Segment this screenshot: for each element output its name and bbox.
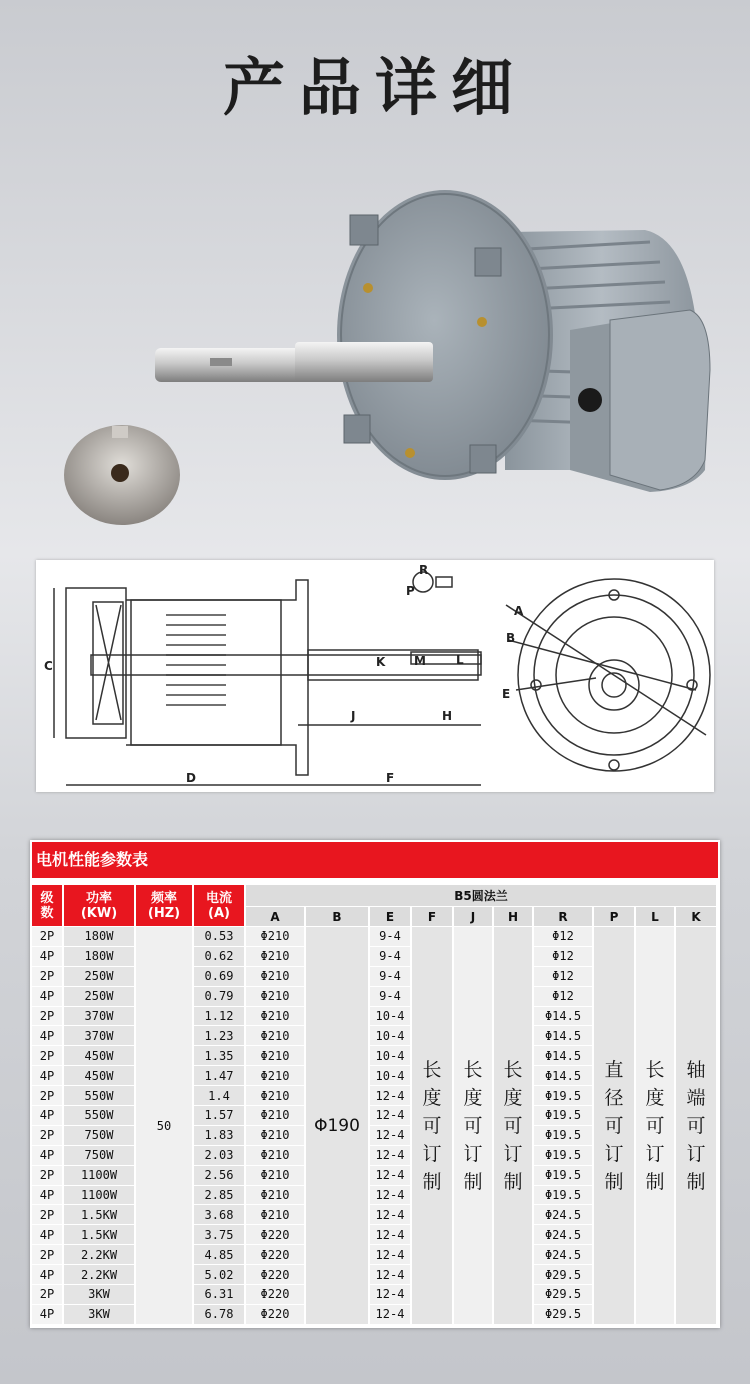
cell-current: 1.57 [194, 1106, 246, 1126]
cell-power: 180W [64, 947, 136, 967]
cell-e: 10-4 [370, 1007, 412, 1027]
cell-e: 12-4 [370, 1146, 412, 1166]
cell-j-text: 长度可订制 [463, 1058, 483, 1193]
cell-pole: 4P [32, 987, 64, 1007]
cell-power: 3KW [64, 1285, 136, 1305]
cell-current: 2.03 [194, 1146, 246, 1166]
motor-photo [50, 170, 730, 540]
cell-r: Φ12 [534, 927, 594, 947]
cell-pole: 2P [32, 1046, 64, 1066]
cell-pole: 2P [32, 1205, 64, 1225]
cell-pole: 4P [32, 1106, 64, 1126]
cell-current: 1.4 [194, 1086, 246, 1106]
table-row [32, 927, 718, 947]
cell-a: Φ210 [246, 1166, 306, 1186]
cell-r: Φ14.5 [534, 1007, 594, 1027]
cell-current: 0.69 [194, 967, 246, 987]
label-l: L [456, 653, 464, 667]
cell-a: Φ220 [246, 1305, 306, 1325]
cell-a: Φ210 [246, 1146, 306, 1166]
header-col-h: H [494, 907, 534, 927]
label-j: J [351, 709, 356, 723]
cell-power: 1100W [64, 1166, 136, 1186]
cell-power: 180W [64, 927, 136, 947]
cell-pole: 4P [32, 947, 64, 967]
label-k: K [376, 655, 386, 669]
cell-e: 10-4 [370, 1026, 412, 1046]
cell-a: Φ220 [246, 1245, 306, 1265]
cell-a: Φ210 [246, 1026, 306, 1046]
drawing-svg [36, 560, 714, 792]
header-col-p: P [594, 907, 636, 927]
cell-current: 1.35 [194, 1046, 246, 1066]
cell-e: 12-4 [370, 1265, 412, 1285]
cell-r: Φ24.5 [534, 1225, 594, 1245]
header-current: 电流 (A) [194, 885, 246, 927]
cell-e: 12-4 [370, 1225, 412, 1245]
cell-r: Φ24.5 [534, 1205, 594, 1225]
cell-e: 12-4 [370, 1126, 412, 1146]
cell-e: 12-4 [370, 1305, 412, 1325]
cell-pole: 4P [32, 1186, 64, 1206]
header-pole: 级数 [32, 885, 64, 927]
label-p: P [406, 584, 415, 598]
label-c: C [44, 659, 53, 673]
header-col-r: R [534, 907, 594, 927]
header-col-f: F [412, 907, 454, 927]
header-col-e: E [370, 907, 412, 927]
cell-pole: 2P [32, 1166, 64, 1186]
cell-power: 550W [64, 1106, 136, 1126]
cell-pole: 2P [32, 1007, 64, 1027]
cell-e: 9-4 [370, 947, 412, 967]
cell-a: Φ210 [246, 947, 306, 967]
cell-h-merged [494, 927, 534, 1325]
cell-e: 9-4 [370, 987, 412, 1007]
header-col-b: B [306, 907, 370, 927]
table-title: 电机性能参数表 [32, 842, 718, 878]
cell-pole: 2P [32, 927, 64, 947]
cell-pole: 4P [32, 1026, 64, 1046]
cell-r: Φ29.5 [534, 1265, 594, 1285]
cell-current: 1.12 [194, 1007, 246, 1027]
cell-p-merged [594, 927, 636, 1325]
cell-current: 0.62 [194, 947, 246, 967]
cell-pole: 2P [32, 967, 64, 987]
label-m: M [414, 654, 426, 668]
cell-power: 2.2KW [64, 1265, 136, 1285]
cell-current: 6.31 [194, 1285, 246, 1305]
cell-pole: 4P [32, 1066, 64, 1086]
cell-r: Φ19.5 [534, 1146, 594, 1166]
cell-freq: 50 [136, 927, 194, 1325]
header-col-k: K [676, 907, 718, 927]
cell-current: 6.78 [194, 1305, 246, 1325]
cell-power: 370W [64, 1026, 136, 1046]
cell-e: 10-4 [370, 1066, 412, 1086]
cell-r: Φ12 [534, 947, 594, 967]
cell-a: Φ210 [246, 1106, 306, 1126]
cell-a: Φ220 [246, 1285, 306, 1305]
cell-power: 1.5KW [64, 1205, 136, 1225]
cell-pole: 4P [32, 1305, 64, 1325]
cell-power: 450W [64, 1046, 136, 1066]
cell-e: 12-4 [370, 1086, 412, 1106]
cell-e: 12-4 [370, 1205, 412, 1225]
cell-a: Φ210 [246, 967, 306, 987]
cell-power: 750W [64, 1146, 136, 1166]
cell-e: 12-4 [370, 1166, 412, 1186]
cell-current: 1.83 [194, 1126, 246, 1146]
cell-a: Φ220 [246, 1225, 306, 1245]
header-col-j: J [454, 907, 494, 927]
cell-f-text: 长度可订制 [422, 1058, 442, 1193]
header-flange: B5圆法兰 [246, 885, 718, 907]
cell-pole: 2P [32, 1086, 64, 1106]
header-freq: 频率 (HZ) [136, 885, 194, 927]
cell-k-merged [676, 927, 718, 1325]
cell-e: 12-4 [370, 1186, 412, 1206]
spec-table-panel [30, 840, 720, 1328]
cell-current: 0.53 [194, 927, 246, 947]
cell-power: 750W [64, 1126, 136, 1146]
cell-power: 250W [64, 987, 136, 1007]
cell-current: 2.85 [194, 1186, 246, 1206]
cell-e: 9-4 [370, 927, 412, 947]
cell-power: 1100W [64, 1186, 136, 1206]
label-r: R [419, 563, 429, 577]
cell-power: 550W [64, 1086, 136, 1106]
label-f: F [386, 771, 395, 785]
cell-power: 250W [64, 967, 136, 987]
cell-e: 9-4 [370, 967, 412, 987]
cell-e: 12-4 [370, 1285, 412, 1305]
label-b: B [506, 631, 516, 645]
cell-r: Φ29.5 [534, 1285, 594, 1305]
cell-power: 3KW [64, 1305, 136, 1325]
cell-power: 2.2KW [64, 1245, 136, 1265]
cell-current: 0.79 [194, 987, 246, 1007]
cell-r: Φ19.5 [534, 1106, 594, 1126]
cell-a: Φ210 [246, 1046, 306, 1066]
cell-current: 4.85 [194, 1245, 246, 1265]
cell-r: Φ19.5 [534, 1126, 594, 1146]
dimension-drawing [36, 560, 714, 792]
cell-e: 10-4 [370, 1046, 412, 1066]
cell-r: Φ19.5 [534, 1166, 594, 1186]
cell-r: Φ29.5 [534, 1305, 594, 1325]
cell-r: Φ24.5 [534, 1245, 594, 1265]
cell-current: 3.68 [194, 1205, 246, 1225]
cell-current: 3.75 [194, 1225, 246, 1245]
cell-a: Φ210 [246, 927, 306, 947]
cell-current: 1.47 [194, 1066, 246, 1086]
cell-a: Φ210 [246, 1205, 306, 1225]
cell-pole: 4P [32, 1225, 64, 1245]
cell-r: Φ12 [534, 987, 594, 1007]
header-col-l: L [636, 907, 676, 927]
cell-current: 2.56 [194, 1166, 246, 1186]
cell-b: Φ190 [306, 927, 370, 1325]
cell-current: 1.23 [194, 1026, 246, 1046]
cell-a: Φ210 [246, 1066, 306, 1086]
cell-pole: 4P [32, 1146, 64, 1166]
cell-r: Φ19.5 [534, 1186, 594, 1206]
header-power: 功率 (KW) [64, 885, 136, 927]
cell-pole: 2P [32, 1126, 64, 1146]
cell-power: 1.5KW [64, 1225, 136, 1245]
cell-k-text: 轴端可订制 [686, 1058, 706, 1193]
cell-a: Φ210 [246, 987, 306, 1007]
cell-power: 370W [64, 1007, 136, 1027]
label-e: E [502, 687, 511, 701]
cell-l-text: 长度可订制 [645, 1058, 665, 1193]
cell-pole: 2P [32, 1285, 64, 1305]
cell-power: 450W [64, 1066, 136, 1086]
header-col-a: A [246, 907, 306, 927]
cell-r: Φ14.5 [534, 1026, 594, 1046]
cell-r: Φ12 [534, 967, 594, 987]
cell-f-merged [412, 927, 454, 1325]
cell-e: 12-4 [370, 1106, 412, 1126]
cell-h-text: 长度可订制 [503, 1058, 523, 1193]
cell-a: Φ210 [246, 1126, 306, 1146]
spec-table [32, 885, 718, 1325]
cell-a: Φ220 [246, 1265, 306, 1285]
cell-e: 12-4 [370, 1245, 412, 1265]
cell-a: Φ210 [246, 1186, 306, 1206]
cell-pole: 2P [32, 1245, 64, 1265]
cell-r: Φ19.5 [534, 1086, 594, 1106]
cell-pole: 4P [32, 1265, 64, 1285]
label-d: D [186, 771, 196, 785]
cell-r: Φ14.5 [534, 1066, 594, 1086]
label-a: A [514, 604, 524, 618]
cell-current: 5.02 [194, 1265, 246, 1285]
cell-j-merged [454, 927, 494, 1325]
cell-r: Φ14.5 [534, 1046, 594, 1066]
page-title: 产品详细 [222, 51, 527, 124]
cell-a: Φ210 [246, 1007, 306, 1027]
label-h: H [442, 709, 453, 723]
cell-a: Φ210 [246, 1086, 306, 1106]
cell-l-merged [636, 927, 676, 1325]
cell-p-text: 直径可订制 [604, 1058, 624, 1193]
